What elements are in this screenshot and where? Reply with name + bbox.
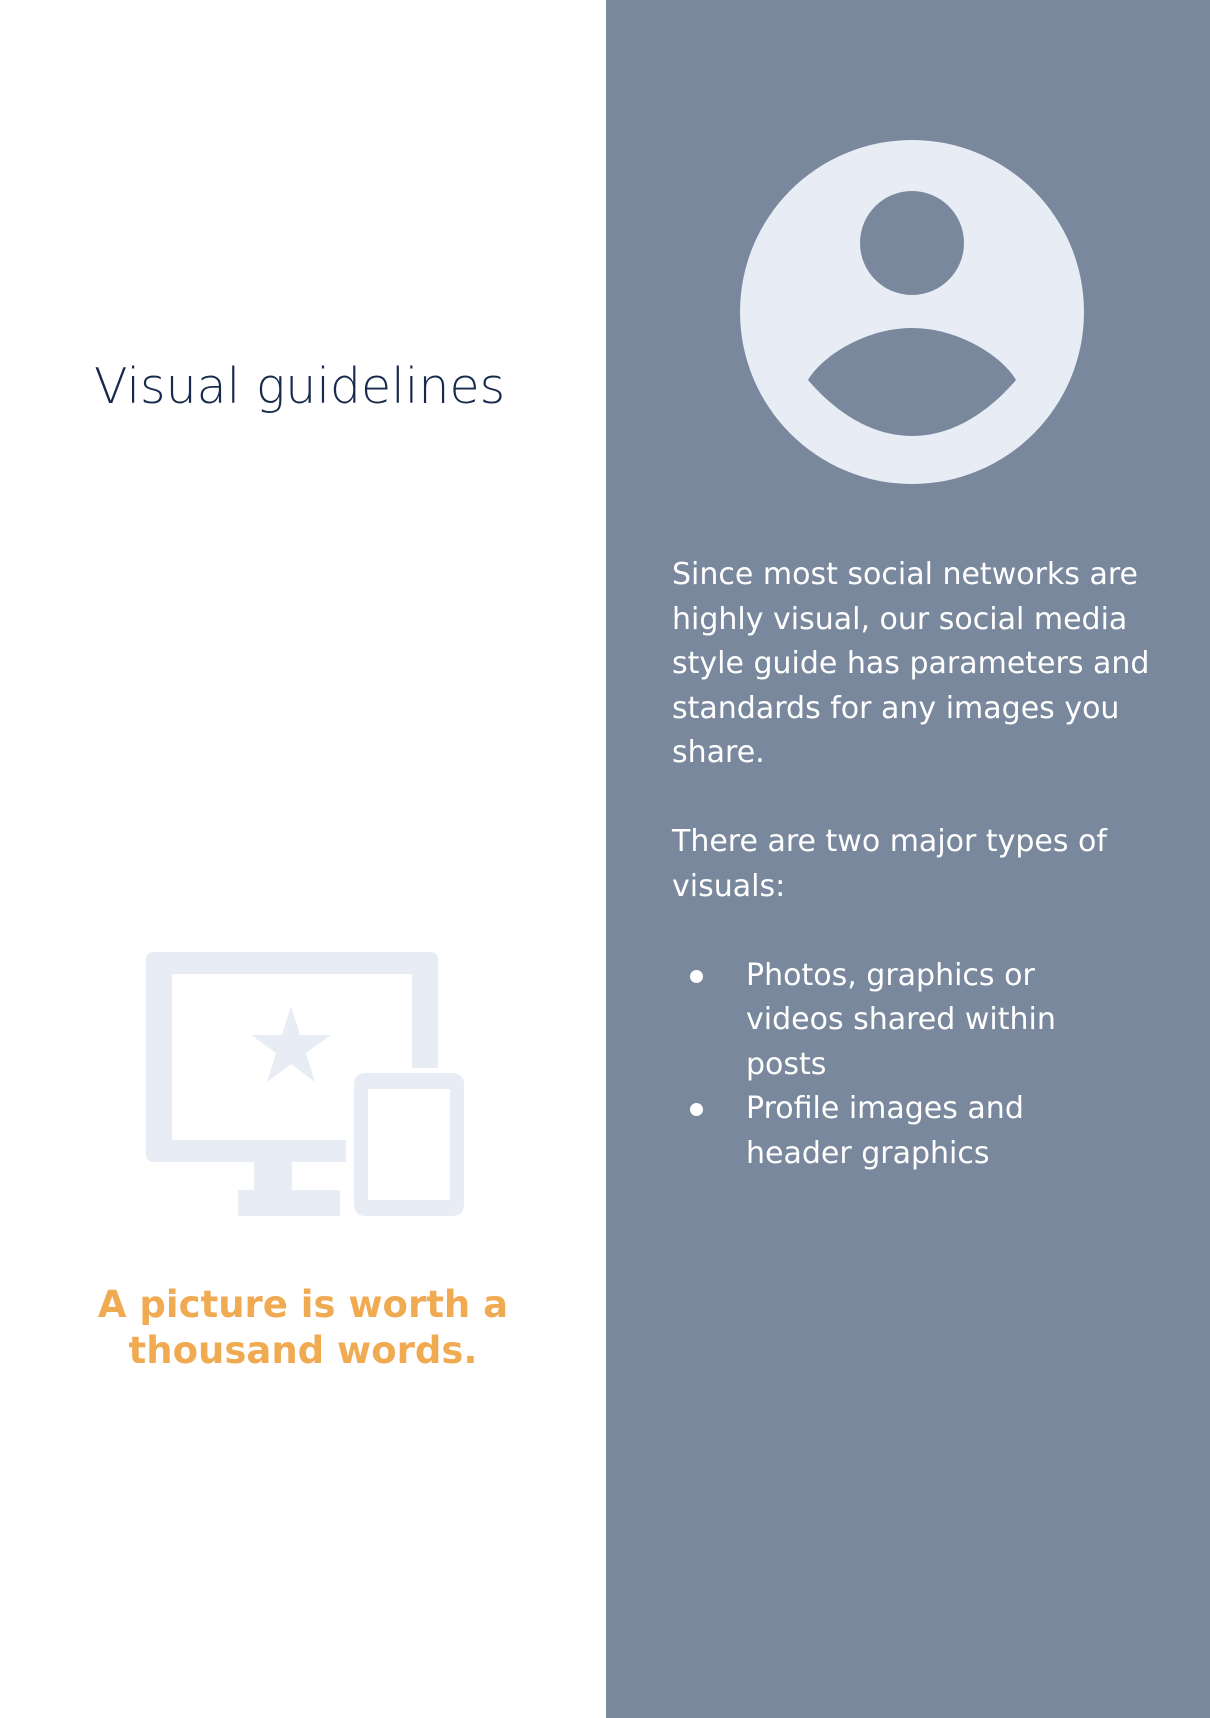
visual-guidelines-text [672,553,1162,1176]
quote: A picture is worth a thousand words. [97,1283,509,1372]
types-paragraph: There are two major types of visuals: [672,824,1107,904]
list-item-text: Profile images and header graphics [746,1091,1024,1171]
desktop-and-mobile-icon [146,952,466,1218]
page-title: Visual guidelines [94,358,506,415]
visual-types-list [672,954,1162,1177]
list-item [672,954,1126,1088]
intro-paragraph: Since most social networks are highly visual, our social media style guide has parameters and standards for any images you share. [672,557,1150,770]
bullet-icon [690,1103,703,1116]
bullet-icon [690,970,703,983]
list-item-text: Photos, graphics or videos shared within posts [746,957,1056,1082]
list-item [672,1087,1126,1176]
user-avatar-icon [740,140,1084,484]
